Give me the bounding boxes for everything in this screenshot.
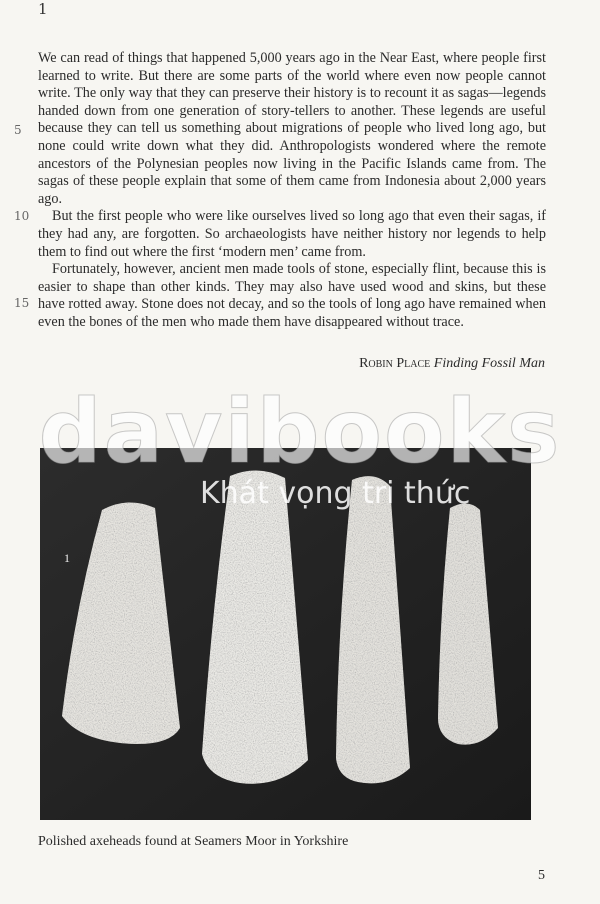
axeheads-photo <box>40 448 531 820</box>
reading-passage <box>38 50 546 332</box>
source-attribution <box>359 356 545 372</box>
margin-line-number: 15 <box>14 296 30 310</box>
photo-mark: 1 <box>64 551 70 565</box>
axeheads-illustration <box>40 448 531 820</box>
margin-line-number: 5 <box>14 123 22 137</box>
paragraph: We can read of things that happened 5,000 years ago in the Near East, where people first learned to write. But there are some parts of the world where even now people cannot write. The only way that they can preserve their history is to recount it as sagas—legends handed down from one generation of story-tellers to another. These legends are useful because they can tell us something about migrations of people who lived long ago, but none could write down what they did. Anthropologists wondered where the remote ancestors of the Polynesian peoples now living in the Pacific Islands came from. The sagas of these people explain that some of them came from Indonesia about 2,000 years ago. <box>38 50 546 207</box>
watermark-logo: davibooks <box>38 380 562 483</box>
figure-caption: Polished axeheads found at Seamers Moor in Yorkshire <box>38 834 349 849</box>
book-title: Finding Fossil Man <box>433 356 545 371</box>
watermark-tagline: Khát vọng tri thức <box>200 476 471 511</box>
page-number: 5 <box>538 868 545 883</box>
section-number: 1 <box>38 0 48 18</box>
author-name: Robin Place <box>359 356 431 371</box>
margin-line-number: 10 <box>14 209 30 223</box>
paragraph: Fortunately, however, ancient men made tools of stone, especially flint, because this is easier to shape than other kinds. They may also have used wood and skins, but these have rotted away. Stone does not decay, and so the tools of long ago have remained when even the bones of the men who made them have disappeared without trace. <box>38 261 546 330</box>
paragraph: But the first people who were like ourselves lived so long ago that even their sagas, if they had any, are forgotten. So archaeologists have neither history nor legends to help them to find out where the first ‘modern men’ came from. <box>38 208 546 260</box>
